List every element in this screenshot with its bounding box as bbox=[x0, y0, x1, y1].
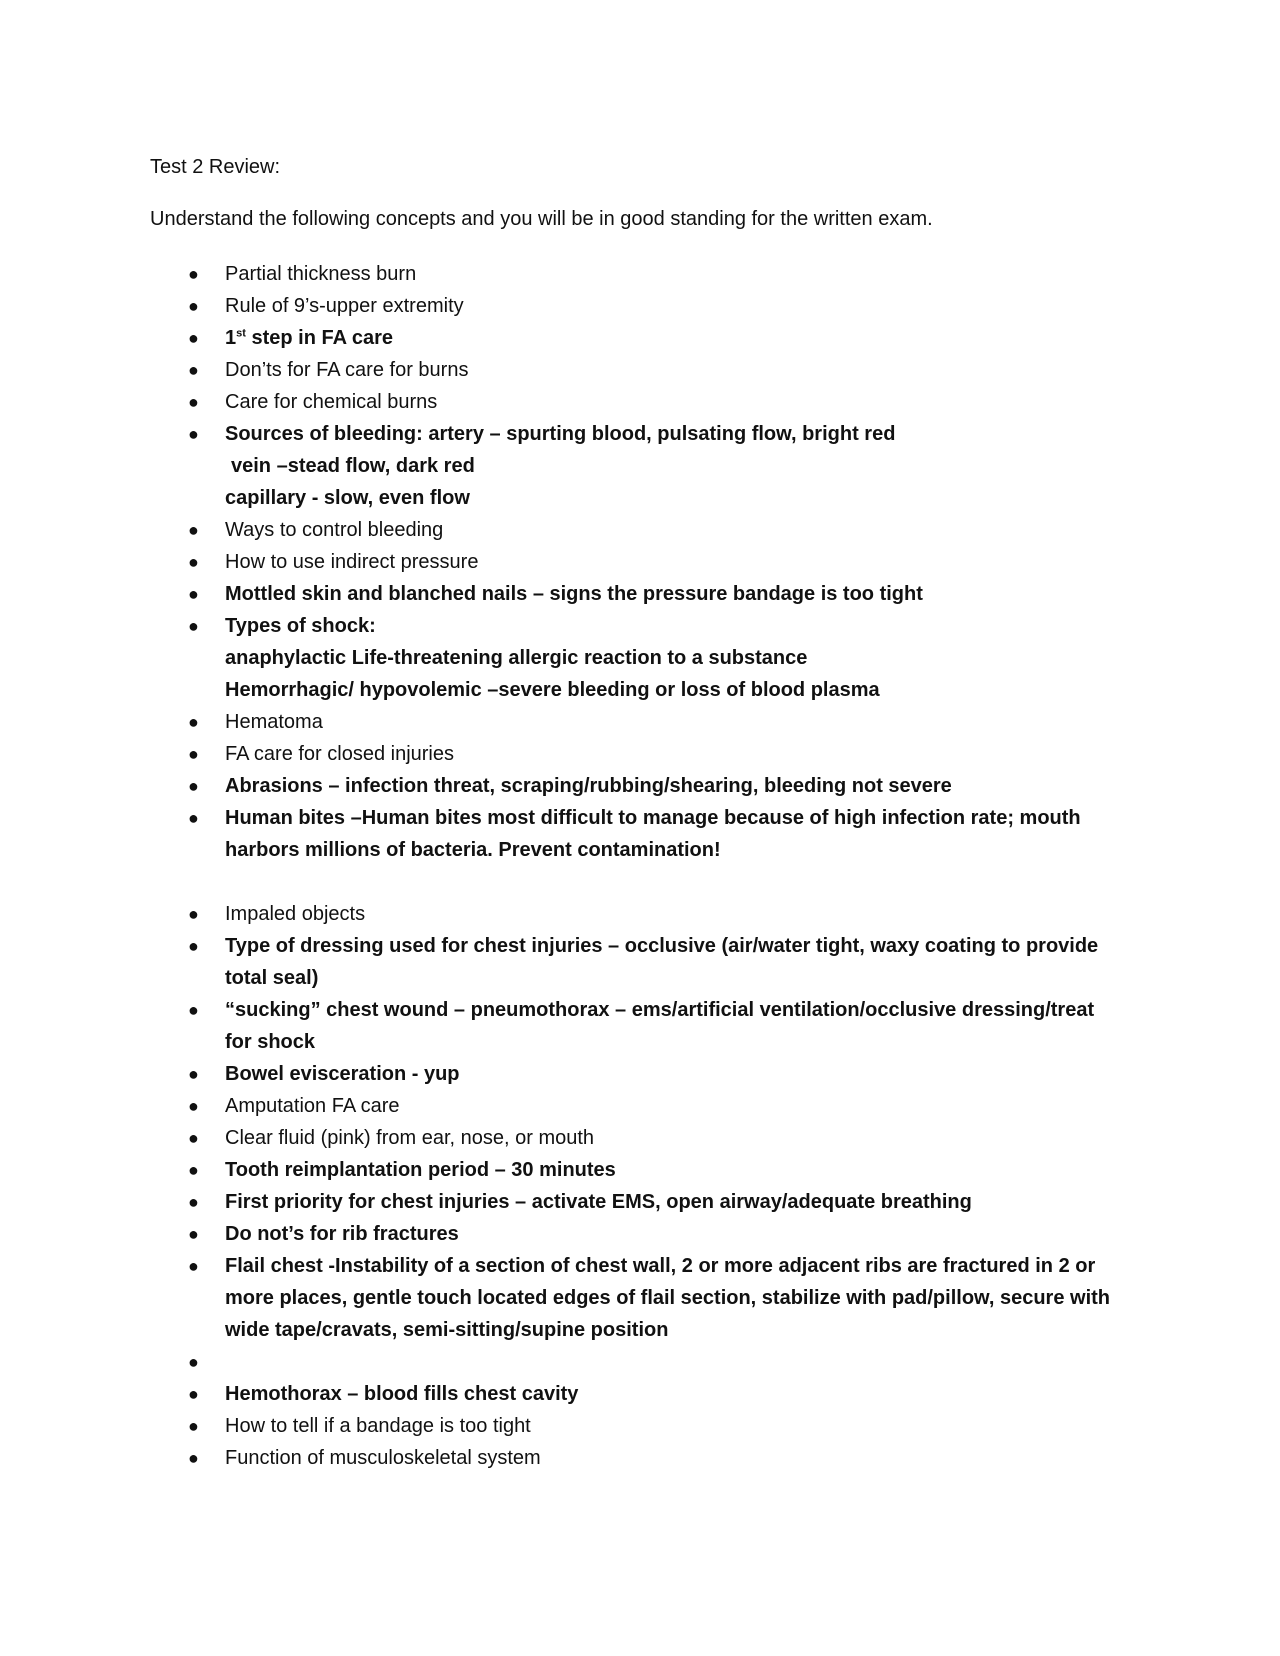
list-item: ● Function of musculoskeletal system bbox=[150, 1442, 1150, 1474]
bullet-icon: ● bbox=[188, 616, 199, 636]
bullet-icon: ● bbox=[188, 296, 199, 316]
list-item: ● FA care for closed injuries bbox=[150, 738, 1150, 770]
list-item: ● Mottled skin and blanched nails – signs the pressure bandage is too tight bbox=[150, 578, 1150, 610]
bullet-icon: ● bbox=[188, 1064, 199, 1084]
list-item: ● Hematoma bbox=[150, 706, 1150, 738]
list-item: ● Type of dressing used for chest injuries – occlusive (air/water tight, waxy coating to provide total seal) bbox=[150, 930, 1150, 994]
list-item: ● First priority for chest injuries – activate EMS, open airway/adequate breathing bbox=[150, 1186, 1150, 1218]
list-item: ● Impaled objects bbox=[150, 898, 1150, 930]
list-item: ● Clear fluid (pink) from ear, nose, or mouth bbox=[150, 1122, 1150, 1154]
bullet-icon: ● bbox=[188, 712, 199, 732]
list-item: ● Ways to control bleeding bbox=[150, 514, 1150, 546]
list-item-empty bbox=[150, 1346, 1150, 1378]
bullet-icon: ● bbox=[188, 1192, 199, 1212]
list-item: ● Types of shock: anaphylactic Life-threatening allergic reaction to a substance Hemorrhagic/ hypovolemic –severe bleeding or loss of blood plasma bbox=[150, 610, 1150, 706]
bullet-icon: ● bbox=[188, 1000, 199, 1020]
list-item: ● How to use indirect pressure bbox=[150, 546, 1150, 578]
list-item: ● Partial thickness burn bbox=[150, 258, 1150, 290]
bullet-icon: ● bbox=[188, 520, 199, 540]
list-item: ● 1st step in FA care bbox=[150, 322, 1150, 354]
list-item: ● How to tell if a bandage is too tight bbox=[150, 1410, 1150, 1442]
list-spacer bbox=[150, 866, 1150, 898]
bullet-icon: ● bbox=[188, 936, 199, 956]
bullet-icon: ● bbox=[188, 744, 199, 764]
bullet-icon: ● bbox=[188, 776, 199, 796]
bullet-icon: ● bbox=[188, 424, 199, 444]
list-item: ● Rule of 9’s-upper extremity bbox=[150, 290, 1150, 322]
list-item: ● Sources of bleeding: artery – spurting blood, pulsating flow, bright red vein –stead flow, dark red capillary - slow, even flow bbox=[150, 418, 1150, 514]
bullet-icon: ● bbox=[188, 552, 199, 572]
list-item: ● Amputation FA care bbox=[150, 1090, 1150, 1122]
list-item: ● Care for chemical burns bbox=[150, 386, 1150, 418]
list-item: ● Flail chest -Instability of a section of chest wall, 2 or more adjacent ribs are fractured in 2 or more places, gentle touch located edges of flail section, stabilize with pad/pillow, secure with wide tape/cravats, semi-sitting/supine position bbox=[150, 1250, 1150, 1346]
list-item: ● Abrasions – infection threat, scraping/rubbing/shearing, bleeding not severe bbox=[150, 770, 1150, 802]
intro-paragraph: Understand the following concepts and you will be in good standing for the written exam. bbox=[150, 208, 933, 230]
bullet-icon: ● bbox=[188, 1416, 199, 1436]
bullet-icon: ● bbox=[188, 1384, 199, 1404]
bullet-icon: ● bbox=[188, 1096, 199, 1116]
list-item: ● Don’ts for FA care for burns bbox=[150, 354, 1150, 386]
page-title: Test 2 Review: bbox=[150, 156, 281, 178]
bullet-icon: ● bbox=[188, 1224, 199, 1244]
bullet-icon: ● bbox=[188, 1448, 199, 1468]
bullet-icon: ● bbox=[188, 1128, 199, 1148]
bullet-icon: ● bbox=[188, 1352, 199, 1372]
bullet-icon: ● bbox=[188, 264, 199, 284]
list-item: ● “sucking” chest wound – pneumothorax – ems/artificial ventilation/occlusive dressing/treat for shock bbox=[150, 994, 1150, 1058]
bullet-icon: ● bbox=[188, 1256, 199, 1276]
bullet-icon: ● bbox=[188, 360, 199, 380]
list-item: ● Do not’s for rib fractures bbox=[150, 1218, 1150, 1250]
bullet-icon: ● bbox=[188, 1160, 199, 1180]
list-item: ● Bowel evisceration - yup bbox=[150, 1058, 1150, 1090]
bullet-icon: ● bbox=[188, 584, 199, 604]
list-item: ● Human bites –Human bites most difficult to manage because of high infection rate; mouth harbors millions of bacteria. Prevent contamination! bbox=[150, 802, 1150, 866]
list-item: ● Hemothorax – blood fills chest cavity bbox=[150, 1378, 1150, 1410]
bullet-icon: ● bbox=[188, 904, 199, 924]
bullet-icon: ● bbox=[188, 808, 199, 828]
bullet-icon: ● bbox=[188, 392, 199, 412]
list-item: ● Tooth reimplantation period – 30 minutes bbox=[150, 1154, 1150, 1186]
review-list bbox=[150, 258, 1150, 1474]
bullet-icon: ● bbox=[188, 328, 199, 348]
